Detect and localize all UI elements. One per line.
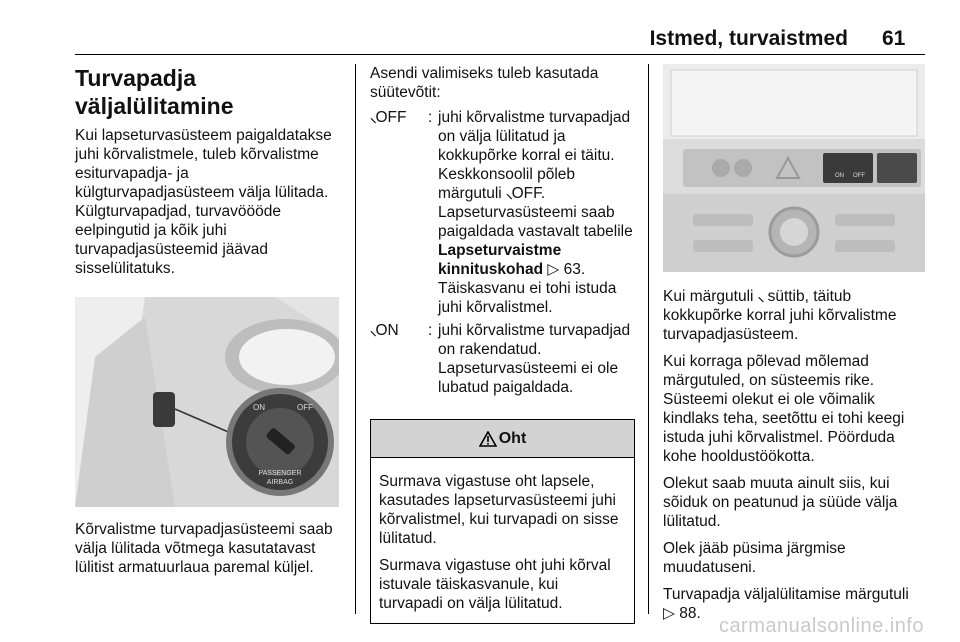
switch-label-passenger: PASSENGER [258, 470, 302, 477]
off-description [438, 108, 635, 317]
switch-label-on: ON [253, 403, 265, 412]
position-intro: Asendi valimiseks tuleb kasutada süütevõtit: [370, 65, 599, 101]
photo-caption: Kõrvalistme turvapadjasüsteemi saab välja lülitada võtmega kasutatavast lülitist armatuurlaua paremal küljel. [75, 521, 333, 576]
on-term [370, 321, 428, 397]
section-title: Turvapadja väljalülitamine [75, 65, 234, 119]
warning-paragraph-2: Surmava vigastuse oht juhi kõrval istuvale täiskasvanule, kui turvapadi on välja lülitatud. [379, 557, 611, 612]
fault-paragraph: Kui korraga põlevad mõlemad märgutuled, on süsteemis rike. Süsteemi olekut ei ole võimalik kindlaks teha, seetõttu ei tohi keegi istuda juhi kõrvalistmel. Pöörduda kohe hooldustöökotta. [663, 353, 905, 465]
airbag-off-indicator-icon: ⸜ [506, 186, 512, 201]
p1-text-b: süttib, täitub kokkupõrke korral juhi kõrvalistme turvapadjasüsteem. [663, 288, 897, 343]
panel-label-on: ON [835, 173, 844, 179]
warning-header [371, 420, 634, 458]
child-seat-table-link[interactable]: Lapseturvaistme kinnituskohad [438, 242, 562, 278]
p5-text: Turvapadja väljalülitamise märgutuli [663, 586, 909, 603]
off-term-label: OFF [375, 109, 407, 126]
column-left [75, 64, 343, 585]
on-definition [370, 321, 635, 397]
warning-title: Oht [498, 430, 527, 447]
header-rule [75, 54, 925, 55]
off-term [370, 108, 428, 317]
on-indicator-paragraph [663, 287, 925, 344]
column-right [663, 64, 925, 631]
warning-paragraph-1: Surmava vigastuse oht lapsele, kasutades lapseturvasüsteemi juhi kõrvalistmel, kui turvapadi on sisse lülitatud. [379, 473, 619, 547]
airbag-on-indicator-icon: ⸜ [370, 323, 376, 338]
off-definition [370, 108, 635, 317]
airbag-off-indicator-icon: ⸜ [370, 110, 376, 125]
airbag-on-indicator-icon: ⸜ [757, 289, 764, 304]
panel-label-off: OFF [853, 173, 865, 179]
off-desc-text-c: Täiskasvanu ei tohi istuda juhi kõrvalistmel. [438, 280, 617, 316]
column-middle [370, 64, 635, 624]
page-ref-88[interactable]: 88. [679, 605, 701, 622]
column-rule-1 [355, 64, 356, 614]
page-ref-63[interactable]: 63. [563, 261, 586, 278]
persistence-paragraph: Olek jääb püsima järgmise muudatuseni. [663, 540, 846, 576]
change-condition-paragraph: Olekut saab muuta ainult siis, kui sõiduk on peatunud ja süüde välja lülitatud. [663, 475, 898, 530]
console-indicator-photo [663, 64, 925, 272]
colon: : [428, 322, 433, 339]
page-ref-arrow-icon: ▷ [547, 261, 560, 278]
switch-label-off: OFF [297, 403, 313, 412]
page-header-title: Istmed, turvaistmed [649, 27, 848, 50]
off-desc-text-b: OFF. Lapseturvasüsteemi saab paigaldada vastavalt tabelile [438, 185, 633, 240]
intro-paragraph: Kui lapseturvasüsteem paigaldatakse juhi kõrvalistmele, tuleb kõrvalistme esiturvapadja- ja külgturvapadjasüsteem välja lülitada. Külgturvapadjad, turvavöööde eelpingutid ja kõik juhi turvapadjasüsteemid jäävad sisselülitatuks. [75, 127, 332, 277]
warning-box [370, 419, 635, 624]
warning-body [371, 458, 634, 623]
colon: : [428, 109, 433, 126]
watermark: carmanualsonline.info [718, 615, 924, 637]
page-number: 61 [882, 27, 906, 50]
p1-text-a: Kui märgutuli [663, 288, 758, 305]
on-description: juhi kõrvalistme turvapadjad on rakendatud. Lapseturvasüsteemi ei ole lubatud paigaldada. [438, 322, 631, 396]
off-desc-text: juhi kõrvalistme turvapadjad on välja lülitatud ja kokkupõrke korral ei täitu. Keskkonsoolil põleb märgutuli [438, 109, 631, 202]
on-term-label: ON [375, 322, 399, 339]
page-ref-arrow-icon: ▷ [663, 605, 675, 622]
column-rule-2 [648, 64, 649, 614]
airbag-switch-photo [75, 297, 339, 507]
warning-triangle-icon [479, 431, 497, 447]
switch-label-airbag: AIRBAG [266, 479, 294, 486]
